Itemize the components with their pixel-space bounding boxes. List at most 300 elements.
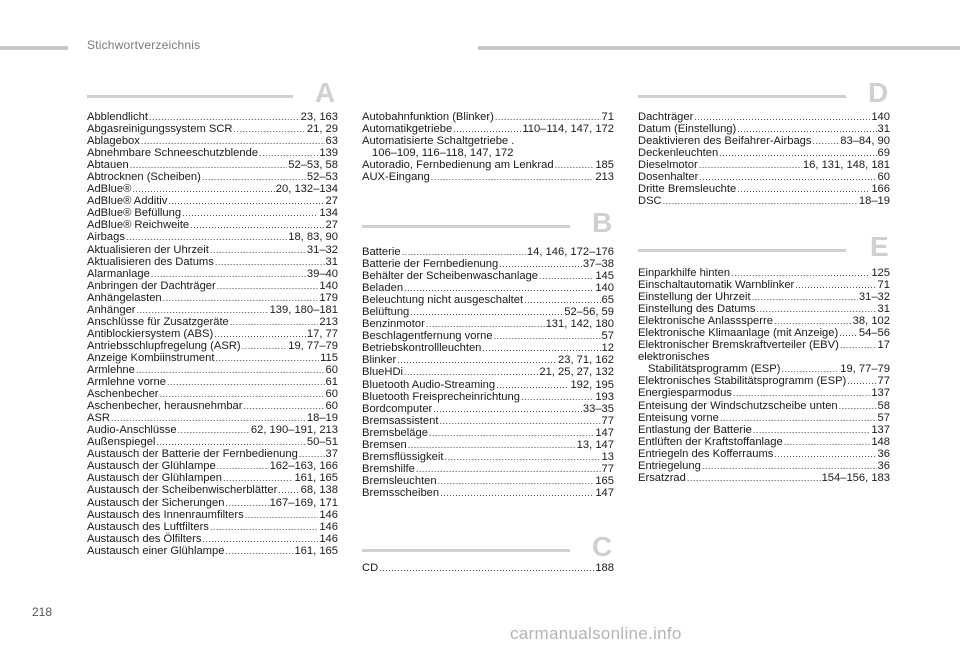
index-term: Austausch des Innenraumfilters (87, 508, 244, 521)
index-entry (638, 400, 890, 412)
index-term: Austausch der Glühlampe (87, 460, 216, 473)
index-entry (87, 244, 338, 256)
index-page-ref: 27 (325, 195, 338, 208)
index-page-ref: 52–56, 59 (564, 306, 614, 319)
section-letter: A (315, 77, 336, 108)
index-entry (362, 475, 614, 487)
index-page-ref: 148 (871, 435, 890, 448)
section-d-header (638, 77, 890, 114)
index-entry (638, 424, 890, 436)
index-page-ref: 77 (877, 375, 890, 388)
index-entry (362, 123, 614, 135)
index-column-a (87, 111, 338, 557)
index-entry (638, 436, 890, 448)
index-page-ref: 60 (325, 363, 338, 376)
index-entry (87, 183, 338, 195)
index-entry (362, 318, 614, 330)
index-entry (362, 282, 614, 294)
index-entry (362, 258, 614, 270)
dot-leader (847, 375, 876, 387)
index-page-ref: 12 (601, 342, 614, 355)
dot-leader (126, 231, 287, 243)
dot-leader (433, 403, 582, 415)
dot-leader (202, 533, 318, 545)
index-term: Abtauen (87, 159, 129, 172)
index-entry (87, 412, 338, 424)
index-entry (87, 147, 338, 159)
index-page-ref: 21, 25, 27, 132 (539, 366, 614, 379)
index-entry (87, 509, 338, 521)
index-page-ref: 192, 195 (570, 378, 614, 391)
index-term: Anzeige Kombiinstrument (87, 351, 215, 364)
index-page-ref: 69 (877, 147, 890, 160)
index-entry (87, 268, 338, 280)
index-column-e (638, 267, 890, 484)
index-term: Betriebskontrollleuchten (362, 342, 482, 355)
index-page-ref: 36 (877, 447, 890, 460)
dot-leader (784, 436, 871, 448)
index-page-ref: 31 (877, 303, 890, 316)
index-term: Armlehne vorne (87, 376, 166, 389)
index-entry (362, 111, 614, 123)
index-entry (87, 316, 338, 328)
dot-leader (217, 280, 319, 292)
index-term: Bremshilfe (362, 462, 415, 475)
index-entry (362, 487, 614, 499)
index-entry (362, 135, 614, 147)
index-entry (638, 159, 890, 171)
index-page-ref: 137 (871, 387, 890, 400)
dot-leader (839, 327, 858, 339)
index-term: Entlastung der Batterie (638, 423, 752, 436)
dot-leader (141, 135, 325, 147)
index-page-ref: 115 (320, 351, 338, 364)
index-entry (638, 351, 890, 363)
index-term: Bluetooth Freisprecheinrichtung (362, 390, 520, 403)
dot-leader (202, 171, 306, 183)
index-entry (362, 171, 614, 183)
index-entry (362, 403, 614, 415)
section-b-header (362, 207, 614, 244)
index-page-ref: 140 (871, 111, 890, 123)
index-term: Bremsen (362, 438, 407, 451)
dot-leader (136, 364, 325, 376)
index-term: Austausch des Ölfilters (87, 532, 202, 545)
index-page-ref: 60 (325, 400, 338, 413)
index-term: Enteisung vorne (638, 411, 719, 424)
index-entry (638, 412, 890, 424)
dot-leader (215, 256, 325, 268)
dot-leader (482, 342, 600, 354)
index-term: Beschlagentfernung vorne (362, 330, 493, 343)
index-page-ref: 60 (325, 388, 338, 401)
index-entry (638, 448, 890, 460)
dot-leader (813, 135, 840, 147)
index-page-ref: 165 (595, 474, 614, 487)
index-entry (87, 376, 338, 388)
index-entry (87, 436, 338, 448)
index-entry (362, 294, 614, 306)
index-entry (362, 427, 614, 439)
index-page-ref: 38, 102 (852, 315, 890, 328)
index-term: Deckenleuchten (638, 147, 719, 160)
dot-leader (278, 484, 299, 496)
dot-leader (781, 363, 839, 375)
index-page-ref: 65 (601, 294, 614, 307)
section-rule (87, 95, 293, 98)
index-column-b (362, 246, 614, 499)
dot-leader (210, 521, 318, 533)
dot-leader (182, 207, 318, 219)
index-term: Blinker (362, 354, 397, 367)
index-page-ref: 19, 77–79 (840, 363, 890, 376)
index-page-ref: 147 (595, 426, 614, 439)
index-page-ref: 154–156, 183 (821, 471, 890, 484)
index-term: Elektronische Anlasssperre (638, 315, 773, 328)
index-term: Energiesparmodus (638, 387, 732, 400)
index-entry (87, 159, 338, 171)
index-entry (638, 147, 890, 159)
dot-leader (402, 246, 526, 258)
index-page-ref: 52–53 (306, 171, 338, 184)
index-entry (87, 280, 338, 292)
index-entry (87, 352, 338, 364)
index-page-ref: 18–19 (306, 412, 338, 425)
dot-leader (663, 195, 858, 207)
dot-leader (243, 400, 324, 412)
index-page-ref: 110–114, 147, 172 (522, 123, 614, 136)
dot-leader (752, 291, 858, 303)
index-term: Dieselmotor (638, 159, 698, 172)
dot-leader (774, 448, 876, 460)
dot-leader (404, 282, 594, 294)
index-term: Abblendlicht (87, 111, 148, 123)
index-term: Stabilitätsprogramm (ESP) (648, 363, 781, 376)
index-term: Antriebsschlupfregelung (ASR) (87, 339, 241, 352)
index-page-ref: 213 (595, 171, 614, 184)
dot-leader (151, 268, 306, 280)
index-entry (362, 147, 614, 159)
index-term: Anschlüsse für Zusatzgeräte (87, 315, 229, 328)
index-page-ref: 36 (877, 459, 890, 472)
index-entry (362, 366, 614, 378)
index-term: Armlehne (87, 363, 135, 376)
index-page-ref: 77 (601, 414, 614, 427)
dot-leader (214, 328, 306, 340)
index-entry (87, 484, 338, 496)
index-term: Behälter der Scheibenwaschanlage (362, 270, 539, 283)
index-term: Batterie der Fernbedienung (362, 258, 499, 271)
index-entry (87, 171, 338, 183)
index-page-ref: 166 (871, 183, 890, 196)
index-term: Austausch der Batterie der Fernbedienung (87, 448, 298, 461)
index-term: Elektronischer Bremskraftverteiler (EBV) (638, 339, 839, 352)
index-term: Antiblockiersystem (ABS) (87, 327, 214, 340)
index-term: Bremsscheiben (362, 486, 440, 499)
index-page-ref: 146 (319, 520, 338, 533)
dot-leader (234, 123, 306, 135)
index-page-ref: 19, 77–79 (288, 339, 338, 352)
index-entry (638, 123, 890, 135)
dot-leader (242, 340, 288, 352)
dot-leader (408, 439, 576, 451)
index-term: Entlüften der Kraftstoffanlage (638, 435, 783, 448)
index-term: Benzinmotor (362, 318, 425, 331)
index-entry (638, 460, 890, 472)
index-page-ref: 57 (877, 411, 890, 424)
dot-leader (230, 316, 319, 328)
index-term: Audio-Anschlüsse (87, 424, 177, 437)
index-term: Automatisierte Schaltgetriebe . (362, 135, 515, 148)
index-term: Abnehmbare Schneeschutzblende (87, 147, 259, 160)
dot-leader (753, 424, 871, 436)
section-rule (362, 225, 570, 228)
index-page-ref: 14, 146, 172–176 (526, 246, 614, 258)
index-page-ref: 167–169, 171 (269, 496, 338, 509)
index-term: Beladen (362, 282, 404, 295)
index-term: AdBlue® Befüllung (87, 207, 182, 220)
dot-leader (190, 219, 324, 231)
index-term: AdBlue® (87, 183, 132, 196)
index-page-ref: 31 (325, 255, 338, 268)
page-header-title: Stichwortverzeichnis (87, 38, 201, 52)
index-page-ref: 50–51 (306, 436, 338, 449)
dot-leader (737, 183, 870, 195)
index-entry (87, 231, 338, 243)
index-term: Bremsassistent (362, 414, 439, 427)
dot-leader (168, 195, 324, 207)
dot-leader (210, 244, 306, 256)
index-entry (362, 463, 614, 475)
index-entry (638, 267, 890, 279)
dot-leader (699, 159, 802, 171)
index-page-ref: 18, 83, 90 (288, 231, 338, 244)
index-entry (87, 328, 338, 340)
index-term: Enteisung der Windschutzscheibe unten (638, 399, 838, 412)
dot-leader (840, 339, 877, 351)
index-term: Dachträger (638, 111, 694, 123)
index-entry (87, 545, 338, 557)
dot-leader (130, 159, 288, 171)
index-entry (638, 375, 890, 387)
page-number: 218 (32, 605, 53, 619)
index-page-ref: 37–38 (582, 258, 614, 271)
index-page-ref: 16, 131, 148, 181 (802, 159, 890, 172)
index-page-ref: 161, 165 (294, 472, 338, 485)
section-rule (362, 549, 570, 552)
index-page-ref: 31–32 (306, 243, 338, 256)
index-page-ref: 71 (601, 111, 614, 123)
dot-leader (453, 123, 521, 135)
index-entry (638, 171, 890, 183)
index-page-ref: 37 (325, 448, 338, 461)
index-entry (362, 439, 614, 451)
index-page-ref: 139, 180–181 (269, 303, 338, 316)
index-entry (87, 424, 338, 436)
dot-leader (719, 147, 876, 159)
dot-leader (379, 562, 594, 574)
index-page-ref: 27 (325, 219, 338, 232)
dot-leader (720, 412, 877, 424)
index-entry (362, 342, 614, 354)
dot-leader (223, 472, 293, 484)
dot-leader (524, 294, 600, 306)
index-page-ref: 161, 165 (294, 544, 338, 557)
index-term: AdBlue® Additiv (87, 195, 168, 208)
dot-leader (699, 171, 876, 183)
index-term: BlueHDi (362, 366, 404, 379)
index-entry (638, 279, 890, 291)
index-term: Bordcomputer (362, 402, 433, 415)
index-term: Beleuchtung nicht ausgeschaltet (362, 294, 524, 307)
index-page-ref: 20, 132–134 (275, 183, 338, 196)
index-entry (638, 327, 890, 339)
index-page-ref: 23, 71, 162 (558, 354, 614, 367)
index-term: Entriegelung (638, 459, 701, 472)
index-page-ref: 58 (877, 399, 890, 412)
dot-leader (438, 475, 595, 487)
index-page-ref: 13, 147 (576, 438, 614, 451)
dot-leader (410, 306, 563, 318)
index-page-ref: 179 (319, 291, 338, 304)
index-entry (638, 303, 890, 315)
dot-leader (132, 183, 274, 195)
dot-leader (431, 171, 595, 183)
index-term: Abtrocknen (Scheiben) (87, 171, 201, 184)
index-term: Dosenhalter (638, 171, 699, 184)
dot-leader (731, 267, 870, 279)
index-term: Aschenbecher, herausnehmbar (87, 400, 243, 413)
index-page-ref: 71 (877, 279, 890, 292)
watermark-text: carmanualsonline.info (510, 624, 682, 643)
index-page-ref: 83–84, 90 (840, 135, 890, 148)
index-page-ref: 31–32 (858, 291, 890, 304)
index-entry (638, 111, 890, 123)
index-term: Bluetooth Audio-Streaming (362, 378, 496, 391)
index-term: CD (362, 562, 379, 574)
dot-leader (757, 303, 877, 315)
dot-leader (397, 354, 557, 366)
index-page-ref: 185 (595, 159, 614, 172)
index-term: Bremsleuchten (362, 474, 437, 487)
index-term: Datum (Einstellung) (638, 123, 737, 136)
index-page-ref: 68, 138 (300, 484, 338, 497)
index-entry (87, 364, 338, 376)
index-term: Anhänger (87, 303, 136, 316)
index-entry (87, 256, 338, 268)
index-entry (638, 135, 890, 147)
index-entry (87, 460, 338, 472)
dot-leader (178, 424, 250, 436)
index-term: Batterie (362, 246, 401, 258)
index-page-ref: 23, 163 (300, 111, 338, 123)
index-page-ref: 52–53, 58 (288, 159, 338, 172)
index-term: Ablagebox (87, 135, 140, 148)
section-letter: D (868, 77, 889, 108)
index-term: Automatikgetriebe (362, 123, 453, 136)
index-page-ref: 18–19 (858, 195, 890, 208)
index-entry (638, 183, 890, 195)
dot-leader (839, 400, 877, 412)
index-entry (638, 315, 890, 327)
index-page-ref: 17 (877, 339, 890, 352)
index-page-ref: 60 (877, 171, 890, 184)
index-page-ref: 131, 142, 180 (545, 318, 614, 331)
index-entry (87, 521, 338, 533)
index-entry (362, 391, 614, 403)
header-rule-left (0, 46, 68, 50)
index-entry (87, 123, 338, 135)
index-page-ref: 162–163, 166 (269, 460, 338, 473)
index-entry (87, 207, 338, 219)
dot-leader (137, 304, 269, 316)
dot-leader (440, 487, 594, 499)
dot-leader (694, 111, 870, 123)
index-entry (87, 448, 338, 460)
index-entry (638, 387, 890, 399)
header-rule-right (478, 46, 960, 50)
index-term: Einstellung des Datums (638, 303, 756, 316)
index-entry (362, 159, 614, 171)
index-term: Entriegeln des Kofferraums (638, 447, 774, 460)
index-page-ref: 145 (595, 270, 614, 283)
index-term: AUX-Eingang (362, 171, 430, 184)
index-page-ref: 31 (877, 123, 890, 136)
index-entry (362, 379, 614, 391)
dot-leader (499, 258, 582, 270)
index-term: elektronisches (638, 351, 710, 364)
dot-leader (439, 415, 600, 427)
index-entry (87, 497, 338, 509)
index-term: Deaktivieren des Beifahrer-Airbags (638, 135, 812, 148)
dot-leader (225, 545, 293, 557)
index-term: Austausch einer Glühlampe (87, 544, 225, 557)
index-entry (87, 533, 338, 545)
index-term: DSC (638, 195, 662, 208)
index-entry (87, 219, 338, 231)
index-entry (362, 330, 614, 342)
dot-leader (160, 388, 325, 400)
dot-leader (156, 436, 305, 448)
index-page-ref: 140 (319, 279, 338, 292)
index-page-ref: 193 (595, 390, 614, 403)
index-entry (87, 340, 338, 352)
dot-leader (149, 111, 300, 123)
index-page-ref: 13 (601, 450, 614, 463)
dot-leader (217, 460, 269, 472)
section-letter: B (592, 207, 613, 238)
index-term: Einstellung der Uhrzeit (638, 291, 751, 304)
index-page-ref: 147 (595, 486, 614, 499)
index-term: Anhängelasten (87, 291, 162, 304)
index-column-a-continued (362, 111, 614, 183)
dot-leader (299, 448, 325, 460)
dot-leader (795, 279, 876, 291)
dot-leader (494, 330, 601, 342)
index-entry (362, 246, 614, 258)
index-term: Austausch des Luftfilters (87, 520, 209, 533)
dot-leader (163, 292, 319, 304)
index-term: Aschenbecher (87, 388, 159, 401)
index-page-ref: 146 (319, 532, 338, 545)
dot-leader (416, 463, 601, 475)
index-term: Elektronisches Stabilitätsprogramm (ESP) (638, 375, 847, 388)
dot-leader (687, 472, 821, 484)
index-term: Austausch der Sicherungen (87, 496, 225, 509)
section-letter: E (870, 231, 889, 262)
index-page-ref: 188 (595, 562, 614, 574)
index-entry (362, 562, 614, 574)
